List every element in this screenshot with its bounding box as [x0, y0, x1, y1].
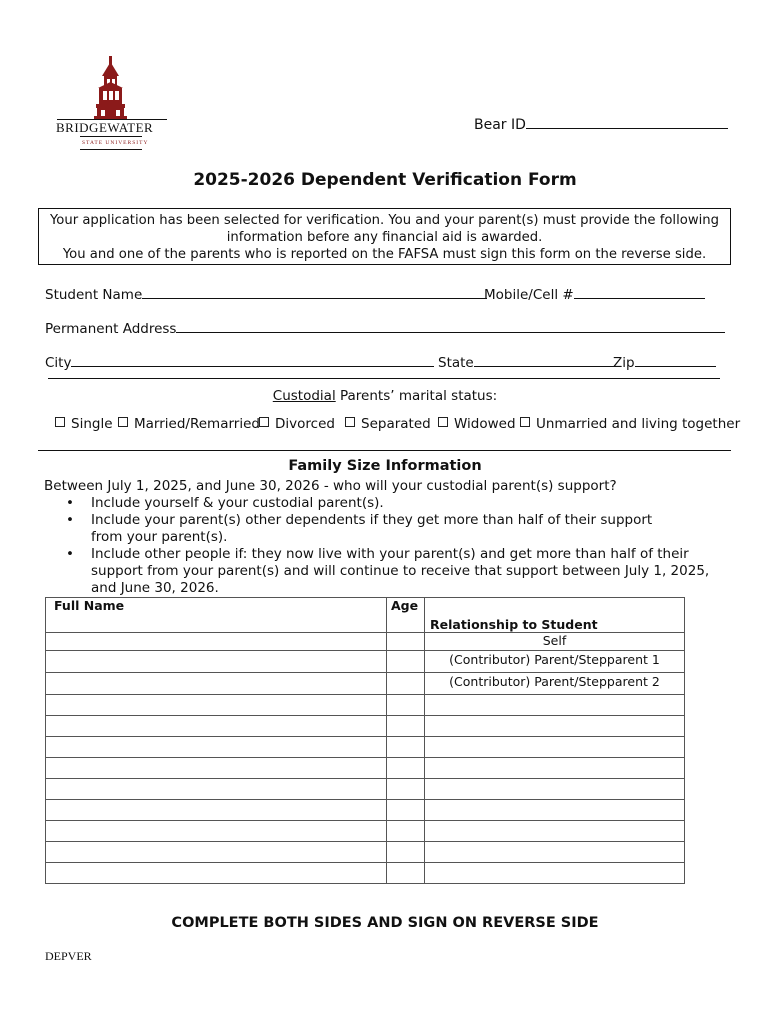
- notice-line-1: Your application has been selected for verification. You and your parent(s) must provide the following: [49, 213, 720, 228]
- relationship-cell[interactable]: [425, 758, 685, 779]
- marital-option-divorced[interactable]: [259, 416, 335, 432]
- relationship-cell[interactable]: [425, 695, 685, 716]
- header-label: Relationship to Student: [430, 617, 598, 632]
- custodial-word: Custodial: [272, 388, 336, 404]
- state-label: State: [438, 355, 474, 371]
- name-cell[interactable]: [46, 695, 387, 716]
- form-title: 2025-2026 Dependent Verification Form: [193, 170, 577, 190]
- table-row: [46, 673, 685, 695]
- age-cell[interactable]: [387, 758, 425, 779]
- bear-id-field[interactable]: [474, 116, 728, 133]
- address-label: Permanent Address: [45, 321, 177, 337]
- relationship-cell[interactable]: [425, 716, 685, 737]
- marital-status-label: [0, 388, 770, 404]
- city-field[interactable]: [45, 354, 434, 371]
- city-line[interactable]: [71, 354, 434, 367]
- list-item: [0, 546, 770, 596]
- name-cell[interactable]: [46, 737, 387, 758]
- relationship-cell[interactable]: [425, 821, 685, 842]
- bear-id-label: Bear ID: [474, 117, 526, 133]
- full-name-header: [46, 598, 387, 633]
- table-row: [46, 737, 685, 758]
- logo-wordmark: BRIDGEWATER: [56, 120, 154, 135]
- state-field[interactable]: [438, 354, 615, 371]
- form-code: DEPVER: [45, 949, 92, 963]
- option-label: Separated: [361, 416, 431, 432]
- footer-instruction: COMPLETE BOTH SIDES AND SIGN ON REVERSE SIDE: [171, 915, 599, 931]
- table-header-row: [46, 598, 685, 633]
- name-cell[interactable]: [46, 800, 387, 821]
- relationship-cell[interactable]: [425, 842, 685, 863]
- university-logo: [52, 54, 172, 152]
- checkbox-icon[interactable]: [55, 417, 65, 427]
- table-row: [46, 633, 685, 651]
- list-item: [0, 512, 770, 546]
- table-row: [46, 716, 685, 737]
- logo-divider-bottom: [80, 149, 142, 150]
- section-divider: [38, 450, 731, 451]
- family-size-question: Between July 1, 2025, and June 30, 2026 - who will your custodial parent(s) support?: [44, 478, 617, 494]
- age-cell[interactable]: [387, 821, 425, 842]
- zip-label: Zip: [613, 355, 635, 371]
- student-name-label: Student Name: [45, 287, 143, 303]
- table-row: [46, 695, 685, 716]
- option-label: Divorced: [275, 416, 335, 432]
- age-header: [387, 598, 425, 633]
- table-row: [46, 821, 685, 842]
- state-line[interactable]: [474, 354, 615, 367]
- name-cell[interactable]: [46, 779, 387, 800]
- relationship-cell[interactable]: [425, 800, 685, 821]
- logo-subtitle: STATE UNIVERSITY: [82, 140, 149, 146]
- header-label: Full Name: [54, 598, 125, 613]
- name-cell[interactable]: [46, 821, 387, 842]
- marital-label-rest: Parents’ marital status:: [335, 388, 498, 404]
- marital-option-single[interactable]: [55, 416, 113, 432]
- age-cell[interactable]: [387, 695, 425, 716]
- address-line[interactable]: [176, 320, 725, 333]
- table-row: [46, 800, 685, 821]
- marital-option-separated[interactable]: [345, 416, 431, 432]
- logo-divider: [80, 136, 142, 137]
- age-cell[interactable]: [387, 842, 425, 863]
- name-cell[interactable]: [46, 633, 387, 651]
- relationship-cell: Self: [425, 633, 685, 651]
- notice-line-2: information before any financial aid is awarded.: [226, 230, 543, 245]
- age-cell[interactable]: [387, 800, 425, 821]
- age-cell[interactable]: [387, 779, 425, 800]
- bullet-text: Include your parent(s) other dependents if they get more than half of their support from your parent(s).: [91, 512, 653, 545]
- name-cell[interactable]: [46, 716, 387, 737]
- age-cell[interactable]: [387, 716, 425, 737]
- age-cell[interactable]: [387, 863, 425, 884]
- bullet-icon: •: [66, 512, 74, 528]
- relationship-cell[interactable]: [425, 863, 685, 884]
- name-cell[interactable]: [46, 842, 387, 863]
- option-label: Married/Remarried: [134, 416, 260, 432]
- mobile-label: Mobile/Cell #: [484, 287, 574, 303]
- name-cell[interactable]: [46, 651, 387, 673]
- bear-id-line[interactable]: [526, 116, 728, 129]
- age-cell[interactable]: [387, 673, 425, 695]
- bell-tower-icon: [52, 54, 172, 152]
- checkbox-icon[interactable]: [520, 417, 530, 427]
- family-size-heading: Family Size Information: [288, 458, 482, 474]
- marital-option-unmarried[interactable]: [520, 416, 740, 432]
- relationship-cell: (Contributor) Parent/Stepparent 1: [425, 651, 685, 673]
- mobile-field[interactable]: [484, 286, 705, 303]
- relationship-header: [425, 598, 685, 633]
- name-cell[interactable]: [46, 673, 387, 695]
- checkbox-icon[interactable]: [345, 417, 355, 427]
- age-cell[interactable]: [387, 737, 425, 758]
- notice-line-3: You and one of the parents who is reported on the FAFSA must sign this form on the reverse side.: [62, 247, 707, 262]
- student-name-field[interactable]: [45, 286, 487, 303]
- option-label: Widowed: [454, 416, 516, 432]
- header-label: Age: [391, 598, 419, 613]
- section-divider: [48, 378, 720, 379]
- checkbox-icon[interactable]: [259, 417, 269, 427]
- option-label: Unmarried and living together: [536, 416, 741, 432]
- option-label: Single: [71, 416, 113, 432]
- marital-option-married[interactable]: [118, 416, 260, 432]
- student-name-line[interactable]: [142, 286, 487, 299]
- checkbox-icon[interactable]: [118, 417, 128, 427]
- name-cell[interactable]: [46, 758, 387, 779]
- marital-option-widowed[interactable]: [438, 416, 516, 432]
- zip-line[interactable]: [635, 354, 716, 367]
- table-row: [46, 651, 685, 673]
- bullet-icon: •: [66, 495, 74, 511]
- bullet-icon: •: [66, 546, 74, 562]
- city-label: City: [45, 355, 72, 371]
- age-cell[interactable]: [387, 651, 425, 673]
- list-item: [0, 495, 770, 512]
- table-row: [46, 842, 685, 863]
- checkbox-icon[interactable]: [438, 417, 448, 427]
- address-field[interactable]: [45, 320, 725, 337]
- table-row: [46, 863, 685, 884]
- mobile-line[interactable]: [574, 286, 705, 299]
- relationship-cell[interactable]: [425, 737, 685, 758]
- relationship-cell[interactable]: [425, 779, 685, 800]
- bullet-text: Include yourself & your custodial parent(s).: [91, 495, 384, 511]
- table-row: [46, 758, 685, 779]
- zip-field[interactable]: [613, 354, 716, 371]
- bullet-text: Include other people if: they now live with your parent(s) and get more than half of their support from your parent(s) and will continue to receive that support between July 1, 2025, and June 30, 2026.: [91, 546, 710, 596]
- table-row: [46, 779, 685, 800]
- notice-box: [38, 208, 731, 265]
- name-cell[interactable]: [46, 863, 387, 884]
- household-members-table: [45, 597, 685, 884]
- age-cell[interactable]: [387, 633, 425, 651]
- relationship-cell: (Contributor) Parent/Stepparent 2: [425, 673, 685, 695]
